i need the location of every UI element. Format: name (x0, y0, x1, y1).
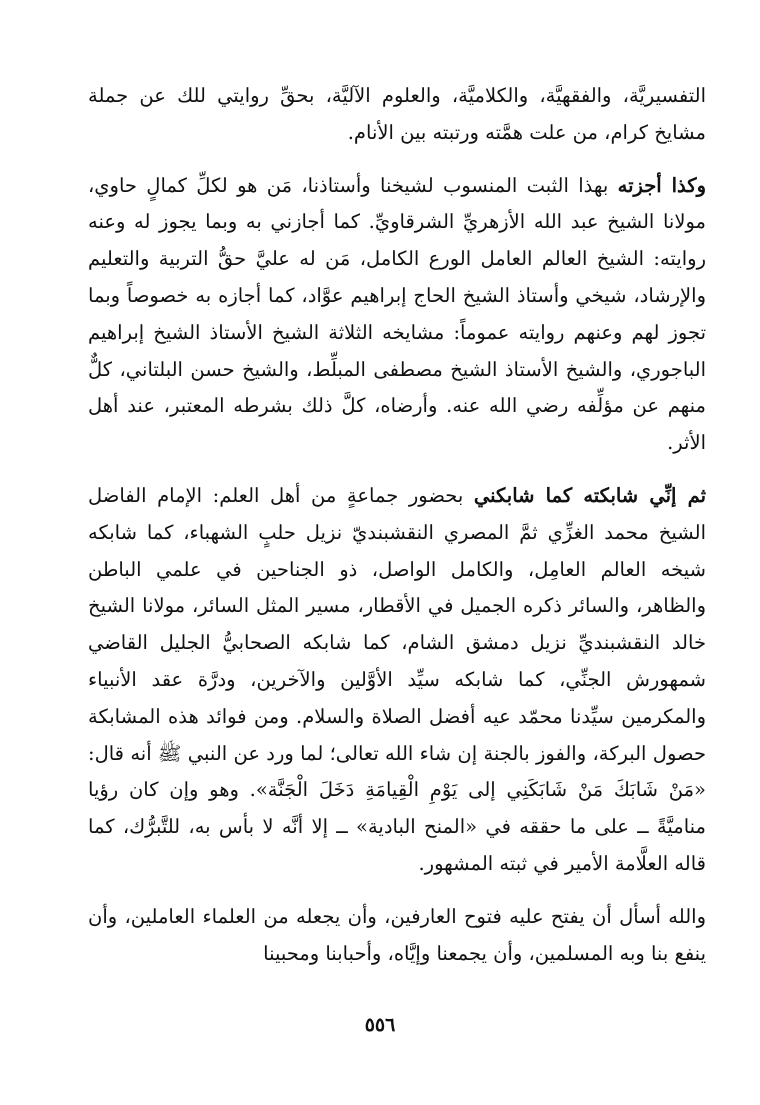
page-number: ٥٥٦ (364, 1014, 396, 1036)
paragraph-mushabaka (88, 478, 706, 883)
paragraph-text: بحضور جماعةٍ من أهل العلم: الإمام الفاضل الشيخ محمد الغزِّي ثمَّ المصري النقشبنديّ نزيل حلبٍ الشهباء، كما شابكه شيخه العالم العامِل، والكامل الواصل، ذو الجناحين في علمي الباطن والظاهر، والسائر ذكره الجميل في الأقطار، مسير المثل السائر، مولانا الشيخ خالد النقشبنديِّ نزيل دمشق الشام، كما شابكه الصحابيُّ الجليل القاضي شمهورش الجنِّي، كما شابكه سيِّد الأوَّلين والآخرين، ودرَّة عقد الأنبياء والمكرمين سيِّدنا محمّد عيه أفضل الصلاة والسلام. ومن فوائد هذه المشابكة حصول البركة، والفوز بالجنة إن شاء الله تعالى؛ لما ورد عن النبي ﷺ أنه قال: «مَنْ شَابَكَ مَنْ شَابَكَنِي إلى يَوْمِ الْقِيامَةِ دَخَلَ الْجَنَّة». وهو وإن كان رؤيا مناميَّةً ــ على ما حققه في «المنح البادية» ــ إلا أنَّه لا بأس به، للتَّبرُّك، كما قاله العلَّامة الأمير في ثبته المشهور. (88, 483, 706, 875)
paragraph-lead: ثم إنِّي شابكته كما شابكني (473, 483, 706, 507)
paragraph-continuation (88, 78, 706, 152)
paragraph-text: والله أسأل أن يفتح عليه فتوح العارفين، وأن يجعله من العلماء العاملين، وأن ينفع بنا وبه المسلمين، وأن يجمعنا وإيَّاه، وأحبابنا ومحبينا (88, 904, 706, 965)
paragraph-ijaza (88, 168, 706, 462)
paragraph-closing (88, 899, 706, 973)
body-text (88, 78, 706, 972)
paragraph-lead: وكذا أجزته (617, 173, 706, 197)
paragraph-text: التفسيريَّة، والفقهيَّة، والكلاميَّة، والعلوم الآليَّة، بحقِّ روايتي للك عن جملة مشايخ كرام، من علت همَّته ورتبته بين الأنام. (88, 84, 706, 144)
paragraph-text: بهذا الثبت المنسوب لشيخنا وأستاذنا، مَن هو لكلِّ كمالٍ حاوي، مولانا الشيخ عبد الله الأزهريِّ الشرقاويِّ. كما أجازني به وبما يجوز له وعنه روايته: الشيخ العالم العامل الورع الكامل، مَن له عليَّ حقُّ التربية والتعليم والإرشاد، شيخي وأستاذ الشيخ الحاج إبراهيم عوَّاد، كما أجازه به خصوصاً وبما تجوز لهم وعنهم روايته عموماً: مشايخه الثلاثة الشيخ الأستاذ الشيخ إبراهيم الباجوري، والشيخ الأستاذ الشيخ مصطفى المبلِّط، والشيخ حسن البلتاني، كلٌّ منهم عن مؤلِّفه رضي الله عنه. وأرضاه، كلَّ ذلك بشرطه المعتبر، عند أهل الأثر. (88, 173, 706, 455)
